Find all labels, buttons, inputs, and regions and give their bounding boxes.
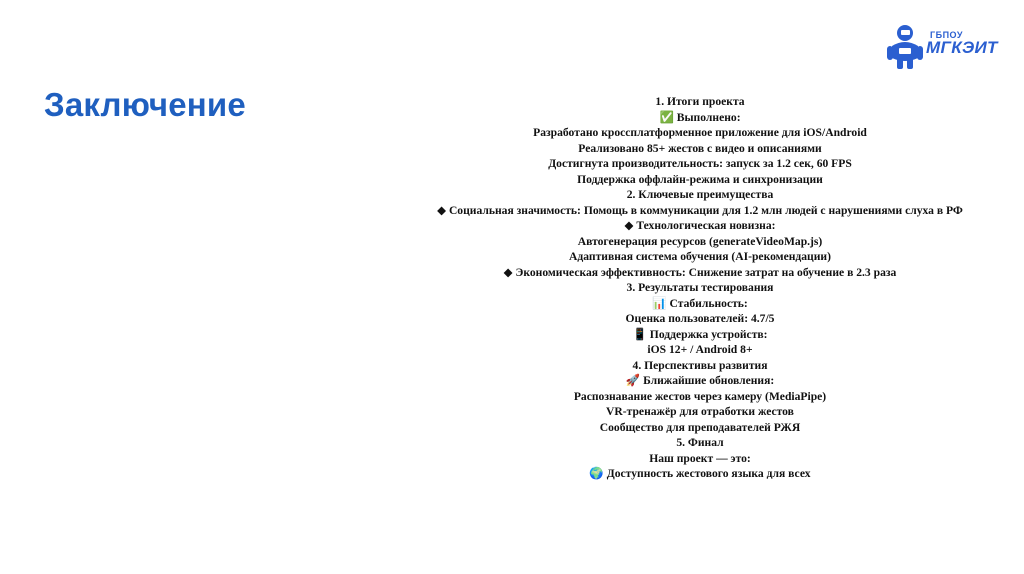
text-line: ◆ Технологическая новизна: — [624, 219, 776, 232]
conclusion-text-block — [390, 94, 1010, 482]
section-heading-advantages: 2. Ключевые преимущества — [626, 188, 774, 201]
text-line: ◆ Социальная значимость: Помощь в коммуникации для 1.2 млн людей с нарушениями слуха в РФ — [437, 203, 963, 217]
text-line: ◆ Экономическая эффективность: Снижение затрат на обучение в 2.3 раза — [503, 265, 897, 279]
logo-emblem-icon — [886, 24, 926, 70]
text-line: Сообщество для преподавателей РЖЯ — [599, 420, 801, 434]
done-label: ✅ Выполнено: — [659, 110, 741, 124]
slide-title: Заключение — [44, 86, 246, 123]
section-heading-final: 5. Финал — [676, 436, 724, 449]
text-line: Автогенерация ресурсов (generateVideoMap.js) — [577, 234, 823, 248]
logo — [886, 24, 996, 74]
text-line: 📊 Стабильность: — [652, 296, 748, 310]
section-heading-testing: 3. Результаты тестирования — [626, 281, 774, 294]
text-line: Поддержка оффлайн-режима и синхронизации — [577, 172, 823, 186]
text-line: Адаптивная система обучения (AI-рекомендации) — [569, 250, 831, 263]
logo-main-text: МГКЭИТ — [926, 38, 998, 57]
section-heading-prospects: 4. Перспективы развития — [632, 358, 768, 372]
text-line: VR-тренажёр для отработки жестов — [606, 405, 794, 418]
text-line: 📱 Поддержка устройств: — [632, 327, 768, 341]
text-line: Разработано кроссплатформенное приложение для iOS/Android — [533, 126, 867, 139]
text-line: iOS 12+ / Android 8+ — [647, 343, 753, 356]
text-line: Оценка пользователей: 4.7/5 — [625, 312, 775, 325]
text-line: Распознавание жестов через камеру (MediaPipe) — [573, 389, 827, 403]
text-line: Реализовано 85+ жестов с видео и описаниями — [578, 141, 822, 155]
logo-top-text: ГБПОУ — [930, 30, 963, 40]
text-line: Достигнута производительность: запуск за 1.2 сек, 60 FPS — [548, 157, 852, 170]
text-line: Наш проект — это: — [649, 451, 751, 465]
text-line: 🌍 Доступность жестового языка для всех — [589, 467, 811, 480]
text-line: 🚀 Ближайшие обновления: — [625, 374, 775, 387]
section-heading-results: 1. Итоги проекта — [655, 95, 745, 108]
